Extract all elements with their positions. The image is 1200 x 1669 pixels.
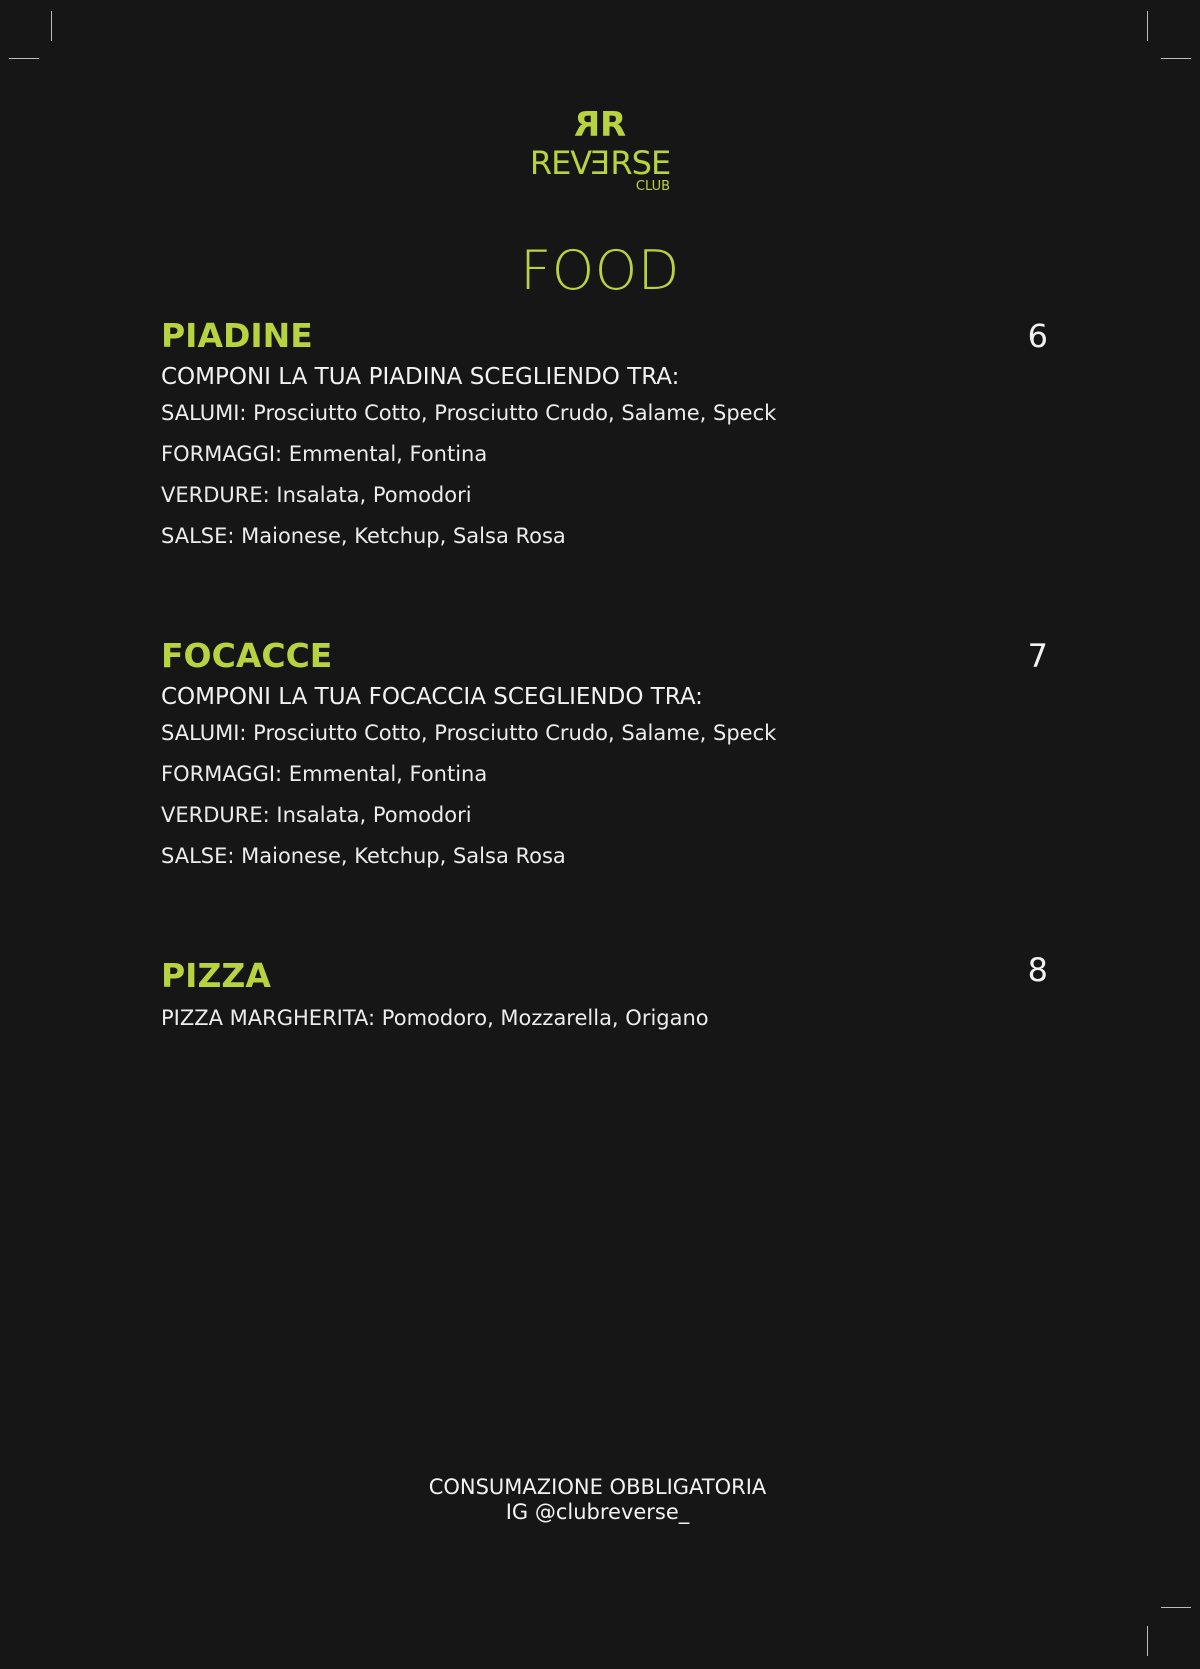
menu-item: FORMAGGI: Emmental, Fontina xyxy=(161,442,488,466)
menu-item: FORMAGGI: Emmental, Fontina xyxy=(161,762,488,786)
menu-item: VERDURE: Insalata, Pomodori xyxy=(161,803,472,827)
menu-item: PIZZA MARGHERITA: Pomodoro, Mozzarella, Origano xyxy=(161,1006,709,1030)
menu-section-piadine xyxy=(161,316,1054,549)
instagram-handle: IG @clubreverse_ xyxy=(505,1500,690,1524)
section-price: 8 xyxy=(1027,951,1048,989)
footer-notice: CONSUMAZIONE OBBLIGATORIA xyxy=(428,1475,767,1499)
menu-section-pizza xyxy=(161,951,1054,1031)
crop-mark xyxy=(1147,1626,1148,1656)
menu-section-focacce xyxy=(161,636,1054,869)
footer xyxy=(0,1475,1195,1525)
section-price: 7 xyxy=(1027,637,1048,675)
section-title: PIADINE xyxy=(161,316,313,355)
section-title: FOCACCE xyxy=(161,636,333,675)
menu-item: SALSE: Maionese, Ketchup, Salsa Rosa xyxy=(161,844,566,868)
menu-item: SALSE: Maionese, Ketchup, Salsa Rosa xyxy=(161,524,566,548)
menu-item: SALUMI: Prosciutto Cotto, Prosciutto Crudo, Salame, Speck xyxy=(161,401,777,425)
section-intro: COMPONI LA TUA PIADINA SCEGLIENDO TRA: xyxy=(161,364,680,390)
section-title: PIZZA xyxy=(161,956,271,995)
crop-mark xyxy=(1147,11,1148,41)
logo-monogram: RR xyxy=(576,105,624,145)
section-intro: COMPONI LA TUA FOCACCIA SCEGLIENDO TRA: xyxy=(161,684,703,710)
logo-sub: CLUB xyxy=(635,179,670,194)
club-logo xyxy=(520,105,680,200)
page-title: FOOD xyxy=(520,239,680,302)
crop-mark xyxy=(1161,1607,1191,1608)
section-price: 6 xyxy=(1027,317,1048,355)
logo-name: REVERSE xyxy=(529,144,671,182)
crop-mark xyxy=(1161,58,1191,59)
crop-mark xyxy=(51,11,52,41)
menu-item: SALUMI: Prosciutto Cotto, Prosciutto Crudo, Salame, Speck xyxy=(161,721,777,745)
menu-item: VERDURE: Insalata, Pomodori xyxy=(161,483,472,507)
crop-mark xyxy=(9,58,39,59)
